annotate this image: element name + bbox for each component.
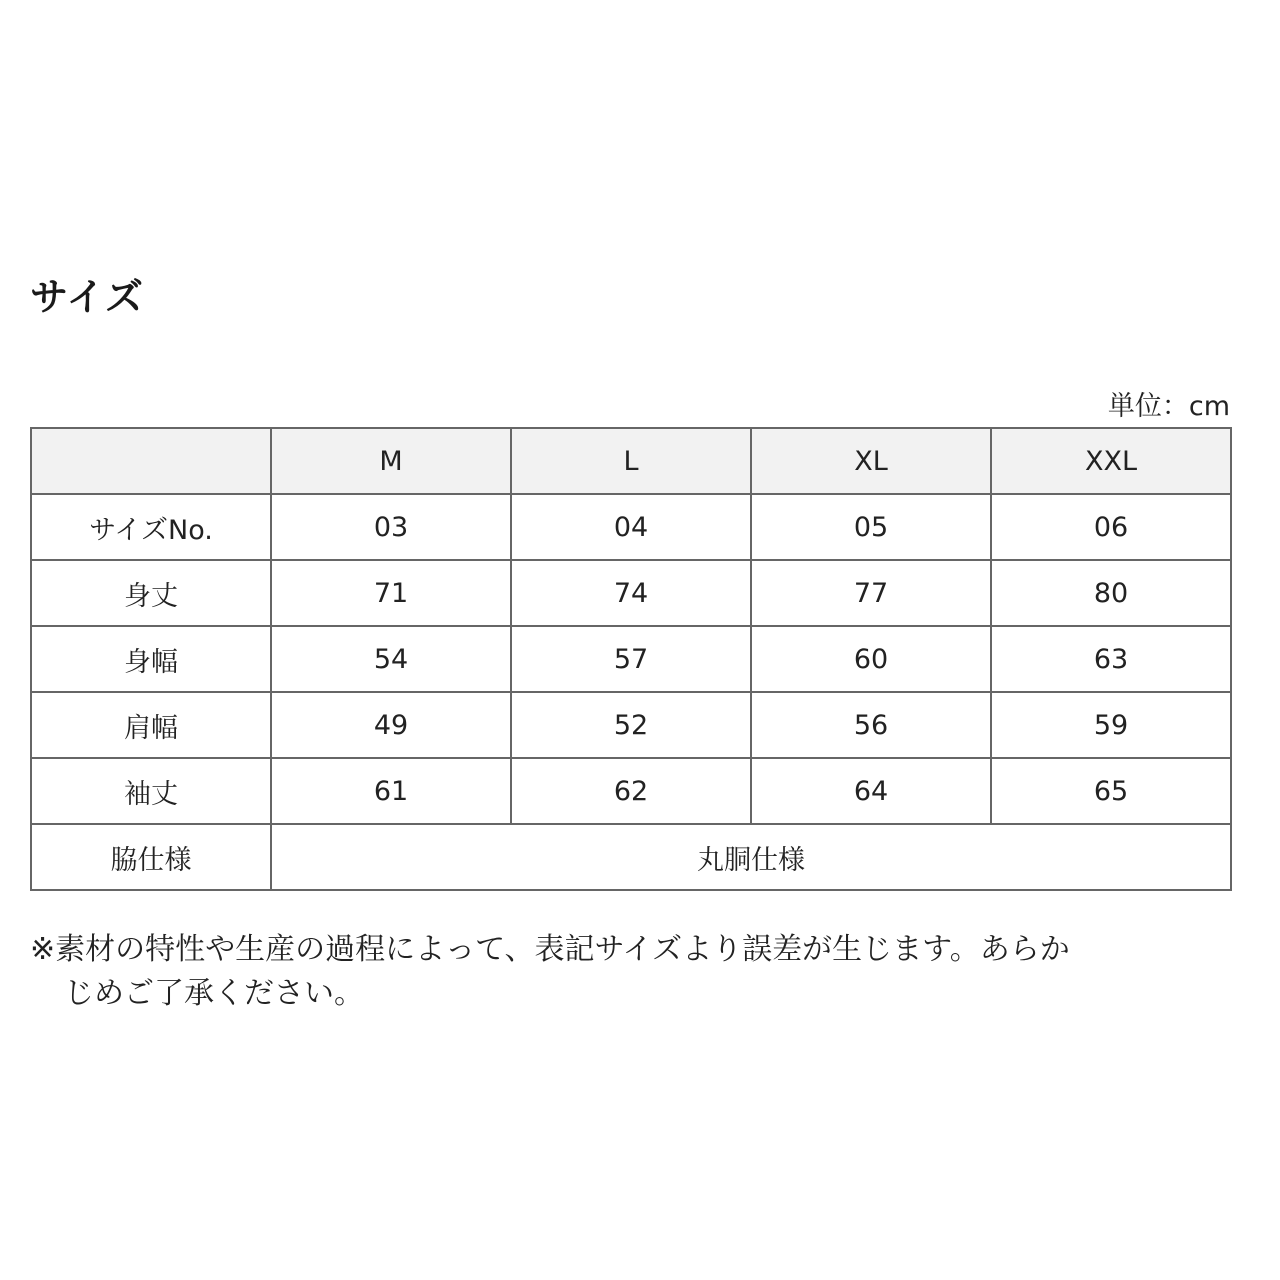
table-row-side-spec [31, 824, 1231, 890]
table-header-row [31, 428, 1231, 494]
table-cell: 80 [991, 560, 1231, 626]
table-row [31, 560, 1231, 626]
table-cell: 52 [511, 692, 751, 758]
table-cell: 61 [271, 758, 511, 824]
table-cell: 65 [991, 758, 1231, 824]
table-cell: 56 [751, 692, 991, 758]
row-label: サイズNo. [31, 494, 271, 560]
table-cell: 64 [751, 758, 991, 824]
row-label: 肩幅 [31, 692, 271, 758]
table-cell: 03 [271, 494, 511, 560]
table-cell: 04 [511, 494, 751, 560]
table-cell: 49 [271, 692, 511, 758]
row-label: 袖丈 [31, 758, 271, 824]
disclaimer-note [30, 928, 1240, 1016]
table-cell: 74 [511, 560, 751, 626]
table-cell: 59 [991, 692, 1231, 758]
header-cell-xxl: XXL [991, 428, 1231, 494]
side-spec-value: 丸胴仕様 [271, 824, 1231, 890]
note-line-2: じめご了承ください。 [64, 976, 364, 1011]
header-cell-l: L [511, 428, 751, 494]
table-cell: 71 [271, 560, 511, 626]
header-cell-empty [31, 428, 271, 494]
page-title: サイズ [30, 275, 144, 319]
row-label: 身幅 [31, 626, 271, 692]
table-row [31, 692, 1231, 758]
unit-label: 単位：cm [1107, 391, 1230, 422]
note-line-1: ※素材の特性や生産の過程によって、表記サイズより誤差が生じます。あらか [30, 932, 1070, 967]
table-row [31, 626, 1231, 692]
table-row [31, 758, 1231, 824]
table-cell: 54 [271, 626, 511, 692]
table-cell: 77 [751, 560, 991, 626]
table-cell: 06 [991, 494, 1231, 560]
table-cell: 60 [751, 626, 991, 692]
header-cell-xl: XL [751, 428, 991, 494]
table-cell: 05 [751, 494, 991, 560]
table-row [31, 494, 1231, 560]
table-cell: 57 [511, 626, 751, 692]
header-cell-m: M [271, 428, 511, 494]
row-label: 脇仕様 [31, 824, 271, 890]
table-cell: 63 [991, 626, 1231, 692]
table-cell: 62 [511, 758, 751, 824]
row-label: 身丈 [31, 560, 271, 626]
size-table [30, 427, 1232, 891]
